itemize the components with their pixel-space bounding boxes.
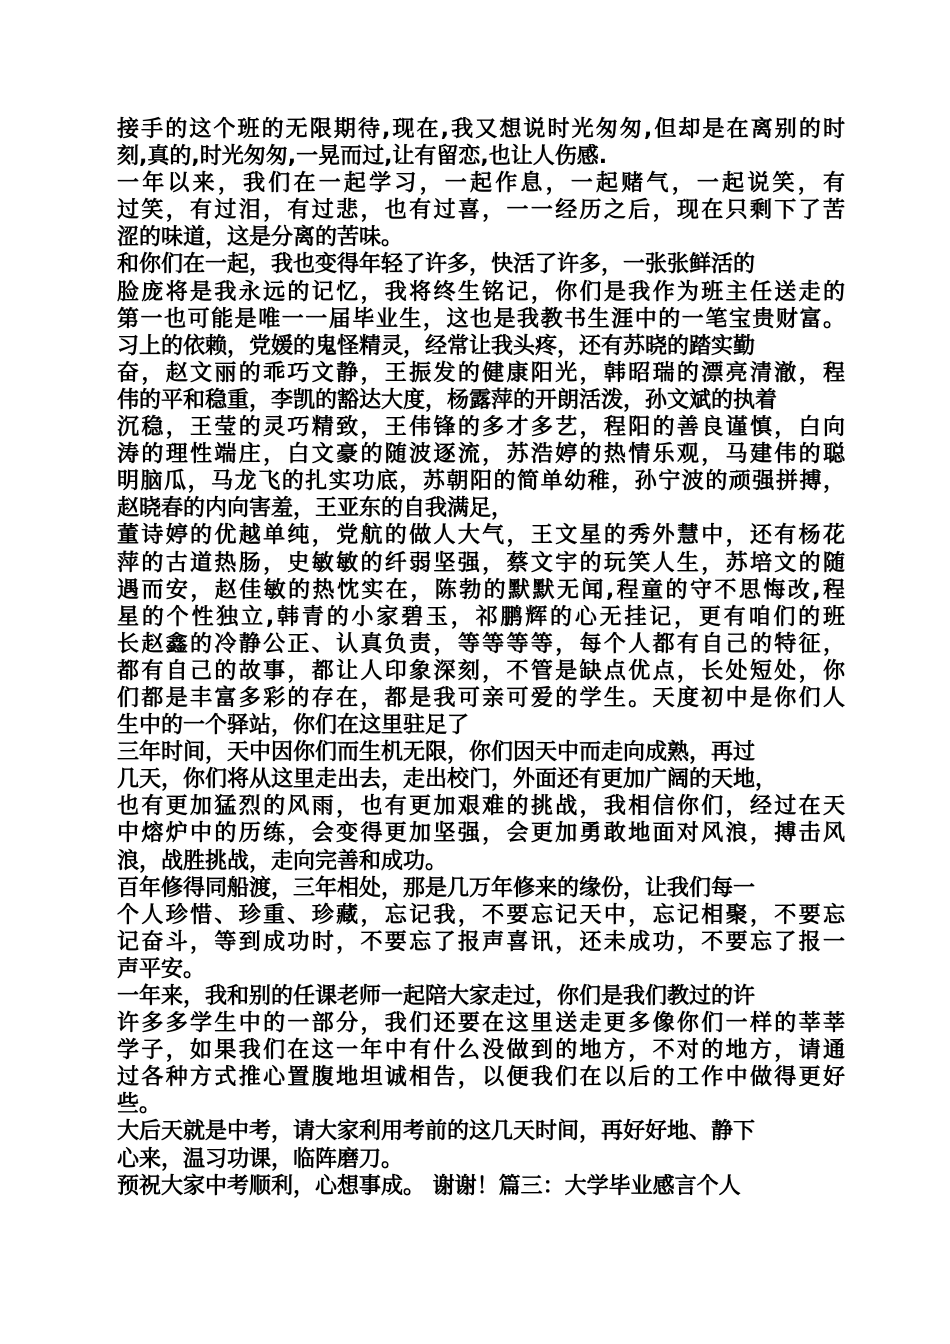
document-line: 大后天就是中考，请大家利用考前的这几天时间，再好好地、静下 [117,1119,756,1145]
document-line: 赵晓春的内向害羞，王亚东的自我满足， [117,496,514,522]
document-line: 预祝大家中考顺利，心想事成。 谢谢！篇三：大学毕业感言个人 [117,1173,741,1199]
document-line: 心来，温习功课，临阵磨刀。 [117,1146,404,1172]
document-line: 涛的理性端庄，白文豪的随波逐流，苏浩婷的热情乐观，马建伟的聪 [117,442,845,468]
document-line: 伟的平和稳重，李凯的豁达大度，杨露萍的开朗活泼，孙文斌的执着 [117,387,778,413]
document-line: 几天，你们将从这里走出去，走出校门，外面还有更加广阔的天地， [117,767,778,793]
document-line: 生中的一个驿站，你们在这里驻足了 [117,713,470,739]
document-line: 些。 [117,1092,162,1118]
document-line: 奋，赵文丽的乖巧文静，王振发的健康阳光，韩昭瑞的漂亮清澈，程 [117,360,845,386]
document-line: 们都是丰富多彩的存在，都是我可亲可爱的学生。天度初中是你们人 [117,685,845,711]
document-line: 涩的味道，这是分离的苦味。 [117,225,404,251]
document-line: 三年时间，天中因你们而生机无限，你们因天中而走向成熟，再过 [117,740,756,766]
document-line: 和你们在一起，我也变得年轻了许多，快活了许多，一张张鲜活的 [117,252,756,278]
document-line: 个人珍惜、珍重、珍藏，忘记我，不要忘记天中，忘记相聚，不要忘 [117,902,845,928]
document-body [117,116,845,1200]
document-line: 脸庞将是我永远的记忆，我将终生铭记，你们是我作为班主任送走的 [117,279,845,305]
document-line: 一年来，我和别的任课老师一起陪大家走过，你们是我们教过的许 [117,984,756,1009]
document-line: 过各种方式推心置腹地坦诚相告，以便我们在以后的工作中做得更好 [117,1065,845,1091]
document-line: 浪，战胜挑战，走向完善和成功。 [117,848,448,874]
document-line: 第一也可能是唯一一届毕业生，这也是我教书生涯中的一笔宝贵财富。 [117,306,845,332]
document-line: 一年以来，我们在一起学习，一起作息，一起赌气，一起说笑，有 [117,171,845,197]
document-line: 明脑瓜，马龙飞的扎实功底，苏朝阳的简单幼稚，孙宁波的顽强拼搏， [117,469,845,495]
document-line: 中熔炉中的历练，会变得更加坚强，会更加勇敢地面对风浪，搏击风 [117,821,845,847]
document-line: 百年修得同船渡，三年相处，那是几万年修来的缘份，让我们每一 [117,875,756,901]
document-line: 接手的这个班的无限期待,现在,我又想说时光匆匆,但却是在离别的时 [117,117,845,142]
document-line: 也有更加猛烈的风雨，也有更加艰难的挑战，我相信你们，经过在天 [117,794,845,820]
document-line: 刻,真的,时光匆匆,一晃而过,让有留恋,也让人伤感. [117,144,608,170]
document-line: 星的个性独立,韩青的小家碧玉，祁鹏辉的心无挂记，更有咱们的班 [117,604,845,630]
document-line: 萍的古道热肠，史敏敏的纤弱坚强，蔡文宇的玩笑人生，苏培文的随 [117,550,845,576]
document-line: 声平安。 [117,956,206,982]
document-line: 过笑，有过泪，有过悲，也有过喜，一一经历之后，现在只剩下了苦 [117,198,845,224]
document-line: 许多多学生中的一部分，我们还要在这里送走更多像你们一样的莘莘 [117,1011,845,1037]
document-line: 遇而安，赵佳敏的热忱实在，陈勃的默默无闻,程童的守不思悔改,程 [117,577,845,603]
document-line: 长赵鑫的冷静公正、认真负责，等等等等，每个人都有自己的特征， [117,631,845,657]
document-line: 都有自己的故事，都让人印象深刻，不管是缺点优点，长处短处，你 [117,658,845,684]
document-line: 记奋斗，等到成功时，不要忘了报声喜讯，还未成功，不要忘了报一 [117,929,845,955]
document-line: 董诗婷的优越单纯，党航的做人大气，王文星的秀外慧中，还有杨花 [117,523,845,549]
document-line: 沉稳，王莹的灵巧精致，王伟锋的多才多艺，程阳的善良谨慎，白向 [117,415,845,441]
document-line: 学子，如果我们在这一年中有什么没做到的地方，不对的地方，请通 [117,1038,845,1064]
document-line: 习上的依赖，党媛的鬼怪精灵，经常让我头疼，还有苏晓的踏实勤 [117,333,756,359]
